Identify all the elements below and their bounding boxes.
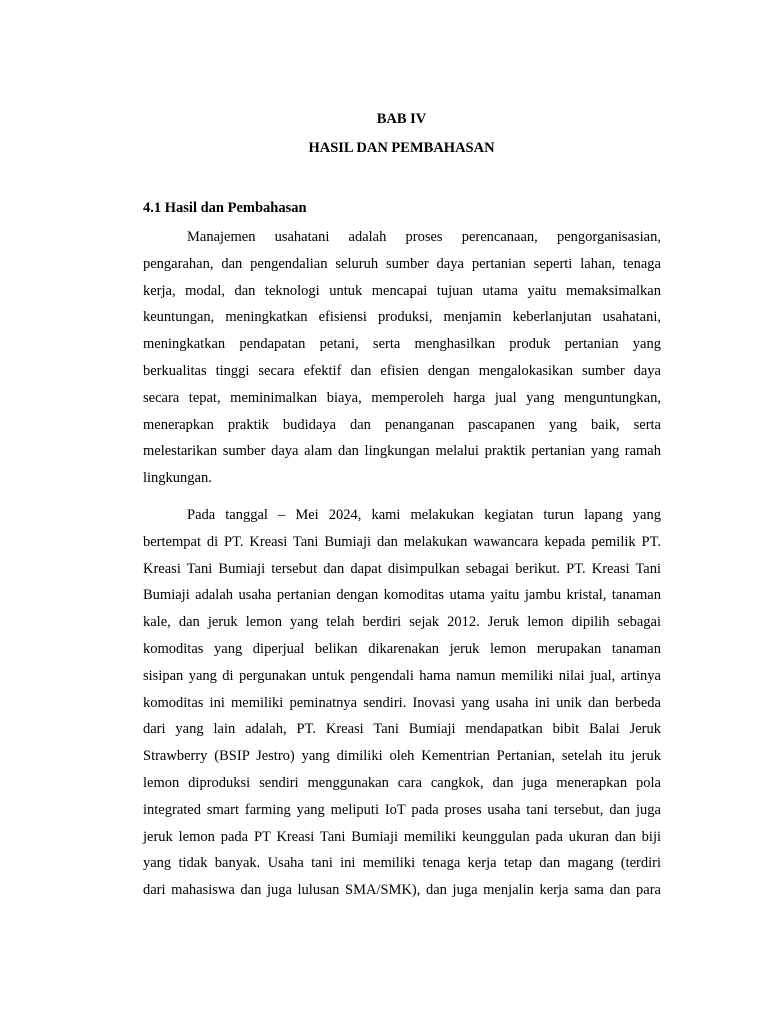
paragraph-line: secara tepat, meminimalkan biaya, memperoleh harga jual yang menguntungkan, [143, 389, 661, 406]
paragraph-field-visit [143, 502, 661, 904]
paragraph-line: integrated smart farming yang meliputi IoT pada proses usaha tani tersebut, dan juga [143, 801, 661, 818]
paragraph-line: berkualitas tinggi secara efektif dan efisien dengan mengalokasikan sumber daya [143, 362, 661, 379]
paragraph-line: komoditas ini memiliki peminatnya sendiri. Inovasi yang usaha ini unik dan berbeda [143, 694, 661, 711]
paragraph-line: lemon diproduksi sendiri menggunakan cara cangkok, dan juga menerapkan pola [143, 774, 661, 791]
paragraph-line: yang tidak banyak. Usaha tani ini memiliki tenaga kerja tetap dan magang (terdiri [143, 855, 661, 872]
paragraph-line: lingkungan. [143, 470, 212, 487]
paragraph-line: Bumiaji adalah usaha pertanian dengan komoditas utama yaitu jambu kristal, tanaman [143, 587, 661, 604]
paragraph-line: keuntungan, meningkatkan efisiensi produksi, menjamin keberlanjutan usahatani, [143, 309, 661, 326]
chapter-number: BAB IV [376, 111, 427, 127]
paragraph-line: meningkatkan pendapatan petani, serta menghasilkan produk pertanian yang [143, 336, 661, 353]
paragraph-line: kerja, modal, dan teknologi untuk mencapai tujuan utama yaitu memaksimalkan [143, 282, 661, 299]
paragraph-line: pengarahan, dan pengendalian seluruh sumber daya pertanian seperti lahan, tenaga [143, 255, 661, 272]
paragraph-line: Manajemen usahatani adalah proses perencanaan, pengorganisasian, [187, 229, 661, 245]
paragraph-line: sisipan yang di pergunakan untuk pengendali hama namun memiliki nilai jual, artinya [143, 667, 661, 684]
paragraph-management [143, 224, 661, 492]
chapter-title: HASIL DAN PEMBAHASAN [308, 140, 495, 156]
paragraph-line: jeruk lemon pada PT Kreasi Tani Bumiaji memiliki keunggulan pada ukuran dan biji [143, 828, 661, 845]
paragraph-line: dari mahasiswa dan juga lulusan SMA/SMK), dan juga menjalin kerja sama dan para [143, 882, 661, 899]
paragraph-line: melestarikan sumber daya alam dan lingkungan melalui praktik pertanian yang ramah [143, 443, 661, 460]
section-heading: 4.1 Hasil dan Pembahasan [143, 200, 307, 216]
paragraph-line: kale, dan jeruk lemon yang telah berdiri sejak 2012. Jeruk lemon dipilih sebagai [143, 614, 661, 631]
paragraph-line: Pada tanggal – Mei 2024, kami melakukan kegiatan turun lapang yang [187, 507, 661, 523]
paragraph-line: komoditas yang diperjual belikan dikarenakan jeruk lemon merupakan tanaman [143, 640, 661, 657]
paragraph-line: Strawberry (BSIP Jestro) yang dimiliki oleh Kementrian Pertanian, setelah itu jeruk [143, 748, 661, 765]
paragraph-line: Kreasi Tani Bumiaji tersebut dan dapat disimpulkan sebagai berikut. PT. Kreasi Tani [143, 560, 661, 577]
paragraph-line: bertempat di PT. Kreasi Tani Bumiaji dan melakukan wawancara kepada pemilik PT. [143, 533, 661, 550]
paragraph-line: menerapkan praktik budidaya dan penanganan pascapanen yang baik, serta [143, 416, 661, 433]
paragraph-line: dari yang lain adalah, PT. Kreasi Tani Bumiaji mendapatkan bibit Balai Jeruk [143, 721, 661, 738]
